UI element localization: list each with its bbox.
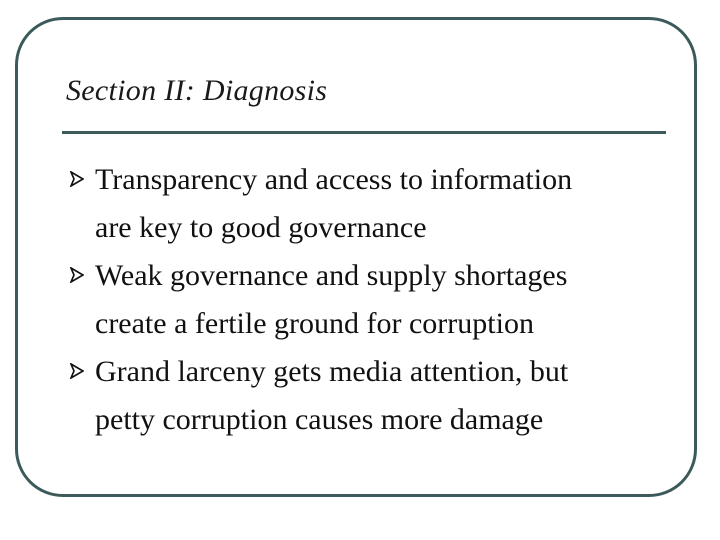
arrow-bullet-icon xyxy=(70,267,84,283)
bullet-list xyxy=(70,156,670,444)
title-divider xyxy=(62,131,666,134)
bullet-item xyxy=(70,156,670,252)
arrow-bullet-icon xyxy=(70,171,84,187)
bullet-text: Transparency and access to information are key to good governance xyxy=(95,163,573,244)
bullet-item xyxy=(70,252,670,348)
bullet-text: Grand larceny gets media attention, but petty corruption causes more damage xyxy=(95,355,569,436)
bullet-text: Weak governance and supply shortages create a fertile ground for corruption xyxy=(95,259,568,340)
slide-title: Section II: Diagnosis xyxy=(66,74,328,107)
arrow-bullet-icon xyxy=(70,363,84,379)
bullet-item xyxy=(70,348,670,444)
